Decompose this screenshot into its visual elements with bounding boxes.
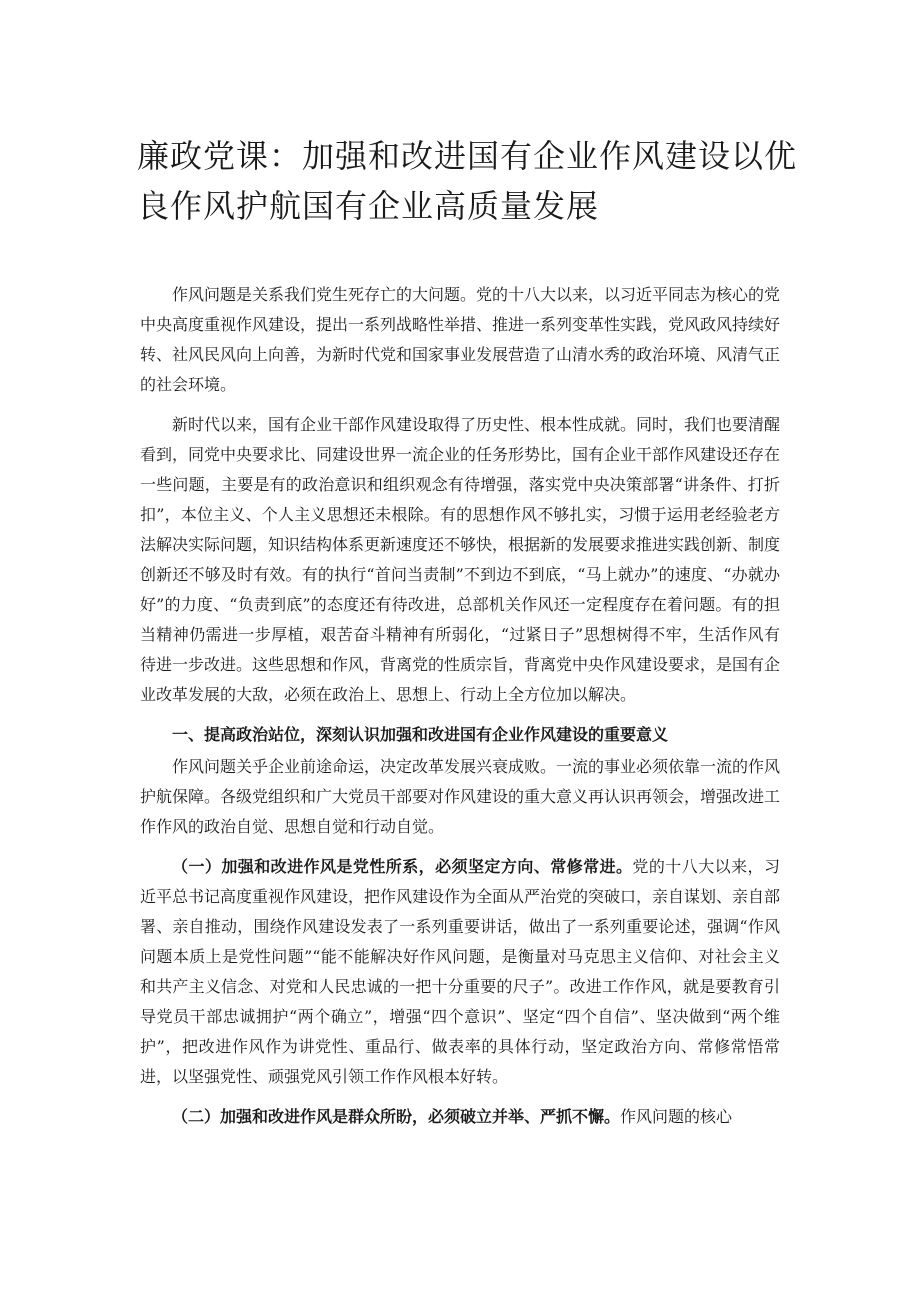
document-title: 廉政党课：加强和改进国有企业作风建设以优良作风护航国有企业高质量发展	[137, 137, 798, 225]
subsection-2-lead: （二）加强和改进作风是群众所盼，必须破立并举、严抓不懈。	[172, 1107, 621, 1126]
paragraph-intro: 作风问题是关系我们党生死存亡的大问题。党的十八大以来，以习近平同志为核心的党中央高度重视作风建设，提出一系列战略性举措、推进一系列变革性实践，党风政风持续好转、社风民风向上向善，为新时代党和国家事业发展营造了山清水秀的政治环境、风清气正的社会环境。	[140, 285, 781, 394]
paragraph-section-1-intro: 作风问题关乎企业前途命运，决定改革发展兴衰成败。一流的事业必须依靠一流的作风护航保障。各级党组织和广大党员干部要对作风建设的重大意义再认识再领会，增强改进工作作风的政治自觉、思想自觉和行动自觉。	[140, 757, 781, 836]
paragraph-problems: 新时代以来，国有企业干部作风建设取得了历史性、根本性成就。同时，我们也要清醒看到，同党中央要求比、同建设世界一流企业的任务形势比，国有企业干部作风建设还存在一些问题，主要是有的政治意识和组织观念有待增强，落实党中央决策部署“讲条件、打折扣”，本位主义、个人主义思想还未根除。有的思想作风不够扎实，习惯于运用老经验老方法解决实际问题，知识结构体系更新速度还不够快，根据新的发展要求推进实践创新、制度创新还不够及时有效。有的执行“首问当责制”不到边不到底，“马上就办”的速度、“办就办好”的力度、“负责到底”的态度还有待改进，总部机关作风还一定程度存在着问题。有的担当精神仍需进一步厚植，艰苦奋斗精神有所弱化，“过紧日子”思想树得不牢，生活作风有待进一步改进。这些思想和作风，背离党的性质宗旨，背离党中央作风建设要求，是国有企业改革发展的大敌，必须在政治上、思想上、行动上全方位加以解决。	[140, 415, 781, 704]
subsection-1	[140, 852, 780, 1092]
section-heading-1: 一、提高政治站位，深刻认识加强和改进国有企业作风建设的重要意义	[172, 725, 669, 744]
subsection-1-body: 党的十八大以来，习近平总书记高度重视作风建设，把作风建设作为全面从严治党的突破口，亲自谋划、亲自部署、亲自推动，围绕作风建设发表了一系列重要讲话，做出了一系列重要论述，强调“作风问题本质上是党性问题”“能不能解决好作风问题，是衡量对马克思主义信仰、对社会主义和共产主义信念、对党和人民忠诚的一把十分重要的尺子”。改进工作作风，就是要教育引导党员干部忠诚拥护“两个确立”，增强“四个意识”、坚定“四个自信”、坚决做到“两个维护”，把改进作风作为讲党性、重品行、做表率的具体行动，坚定政治方向、常修常悟常进，以坚强党性、顽强党风引领工作作风根本好转。	[140, 857, 781, 1086]
document-body	[140, 280, 780, 1142]
subsection-2	[140, 1102, 780, 1132]
subsection-1-lead: （一）加强和改进作风是党性所系，必须坚定方向、常修常进。	[172, 857, 633, 876]
subsection-2-body: 作风问题的核心	[620, 1107, 733, 1126]
